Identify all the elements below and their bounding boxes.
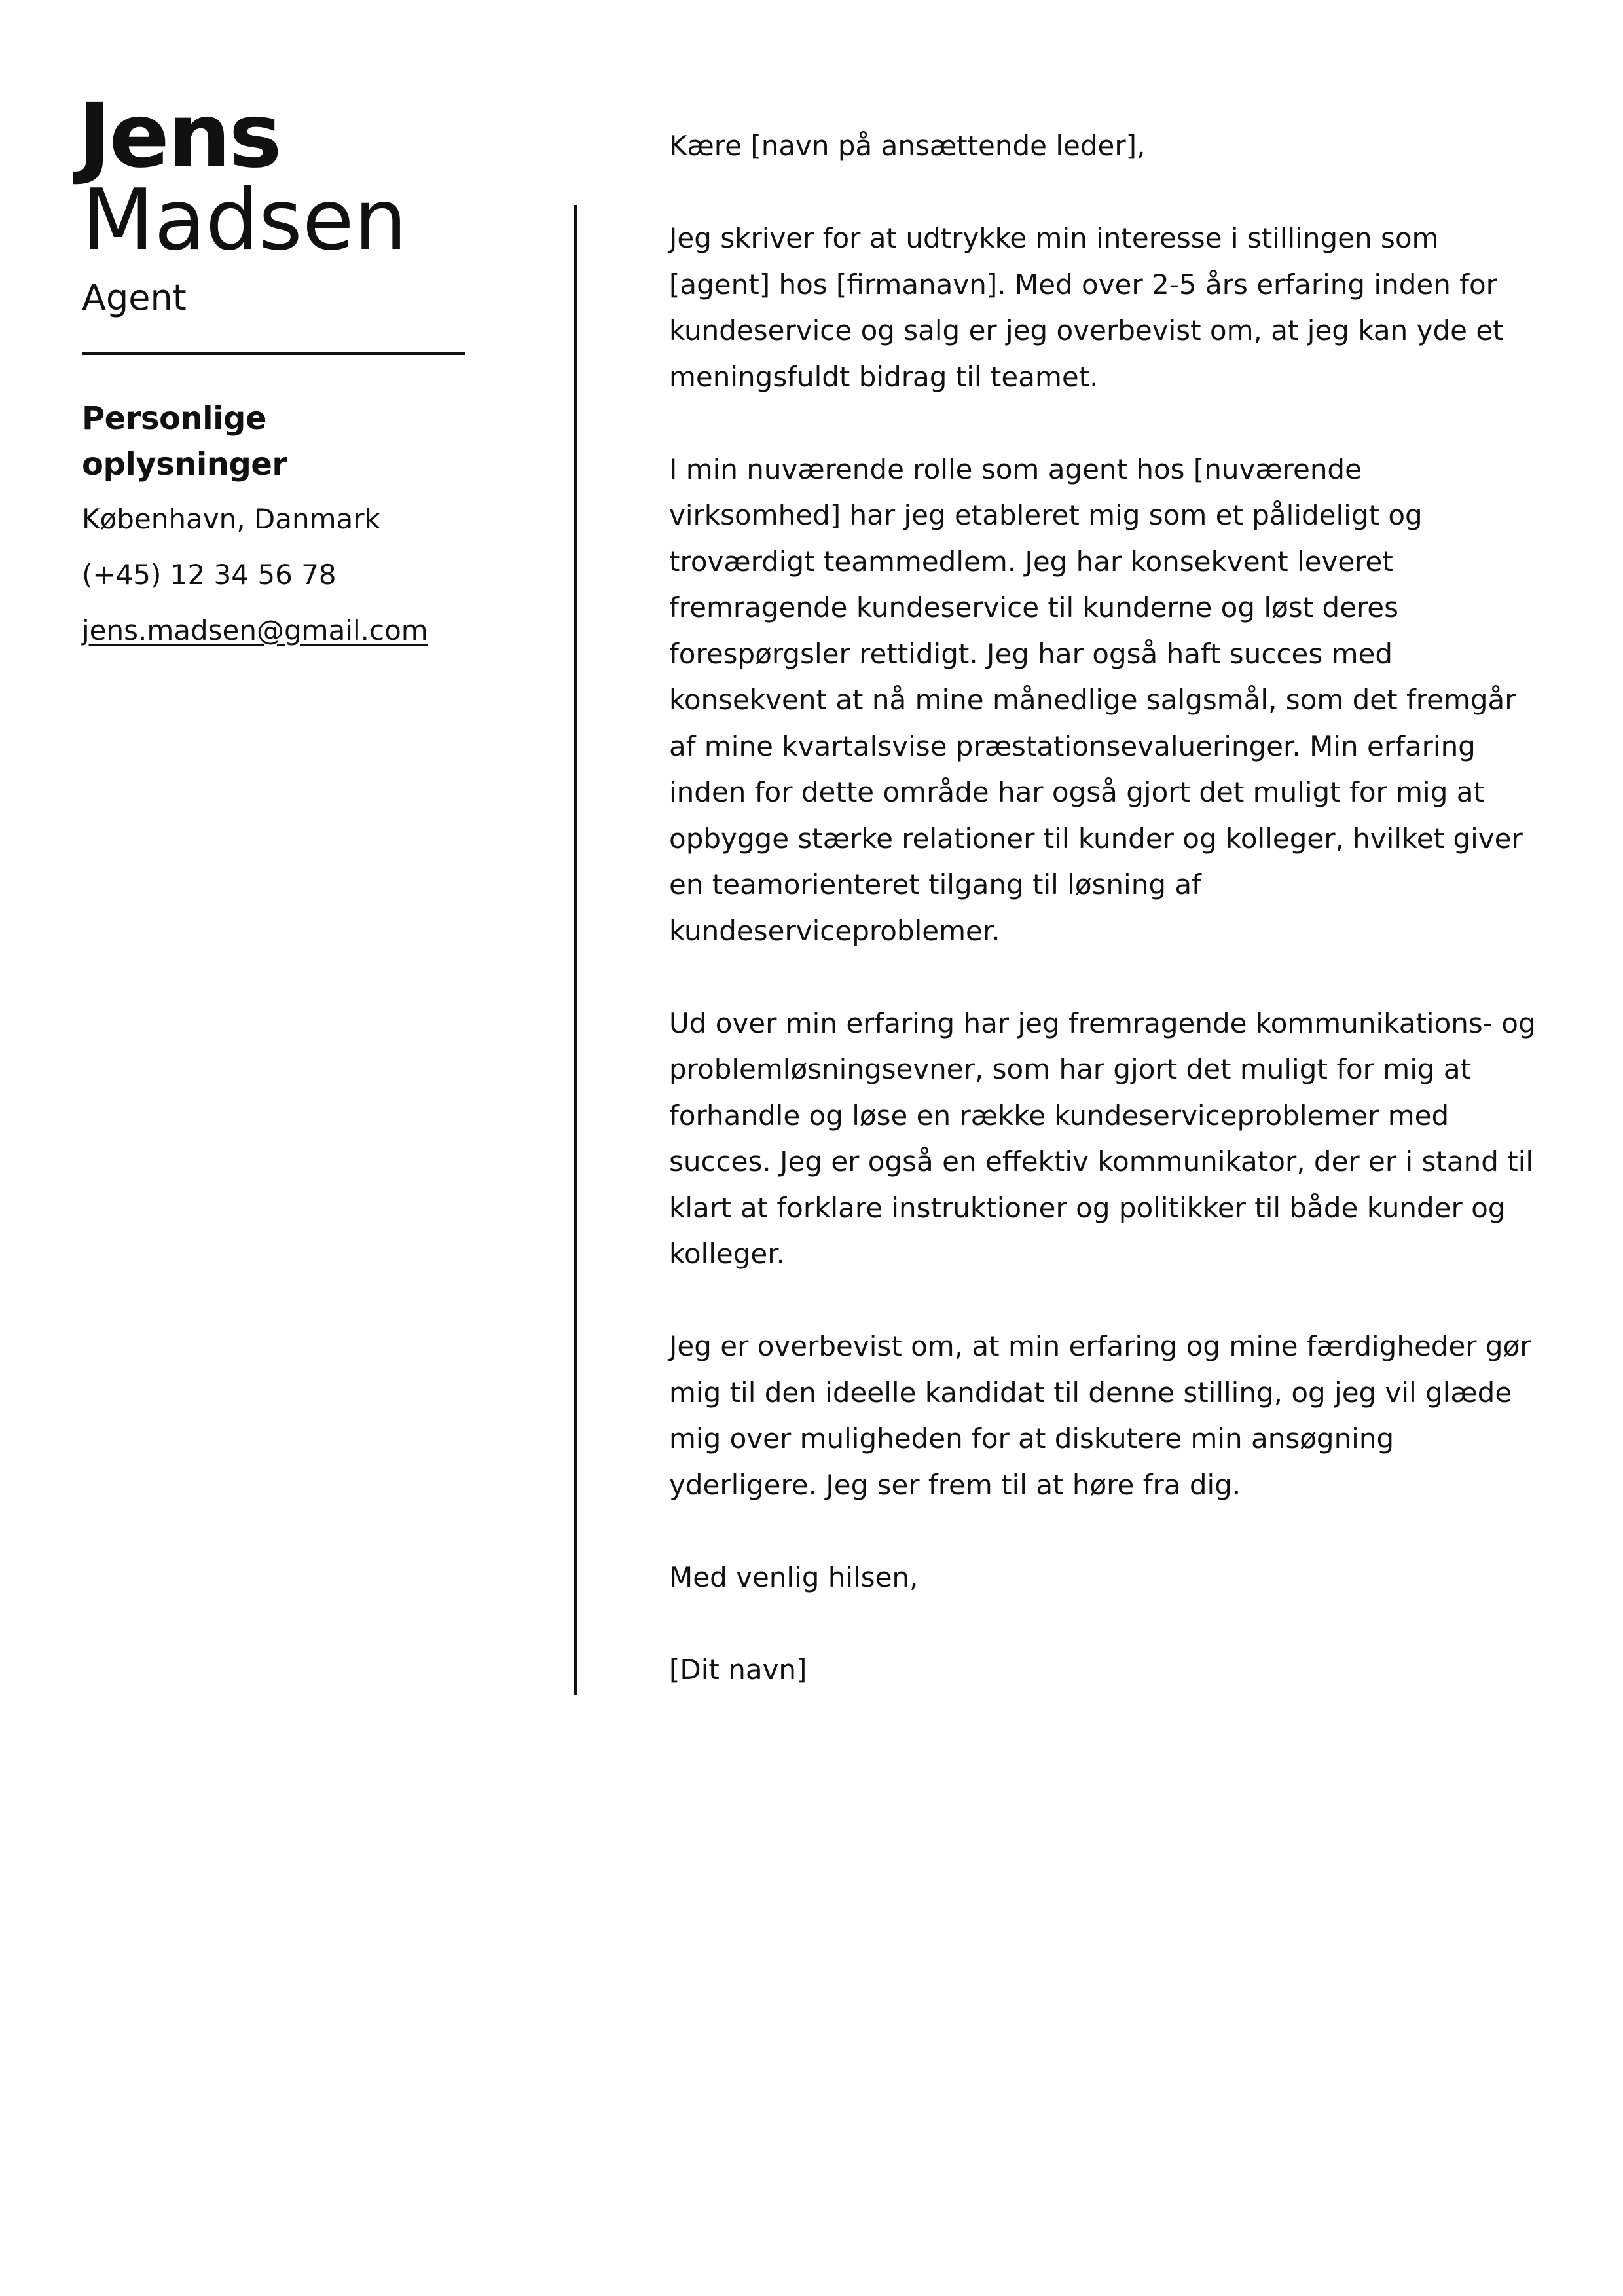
last-name: Madsen — [82, 172, 407, 269]
job-title: Agent — [82, 277, 187, 318]
name-divider — [82, 352, 465, 355]
letter-paragraph-3: Ud over min erfaring har jeg fremragende kommunikations- og problemløsningsevner, som har gjort det muligt for mig at forhandle og løse en række kundeserviceproblemer med succes. Jeg er også en effektiv kommunikator, der er i stand til klart at forklare instruktioner og politikker til både kunder og kolleger. — [669, 1007, 1536, 1270]
phone: (+45) 12 34 56 78 — [82, 559, 337, 591]
salutation: Kære [navn på ansættende leder], — [669, 130, 1146, 162]
letter-paragraph-4: Jeg er overbevist om, at min erfaring og mine færdigheder gør mig til den ideelle kandidat til denne stilling, og jeg vil glæde mig over muligheden for at diskutere min ansøgning yderligere. Jeg ser frem til at høre fra dig. — [669, 1330, 1531, 1501]
email-row — [82, 612, 468, 650]
letter-body — [669, 123, 1540, 1739]
personal-info-heading: Personlige oplysninger — [82, 400, 287, 483]
vertical-divider — [574, 205, 577, 1695]
email-link[interactable]: jens.madsen@gmail.com — [82, 614, 428, 646]
closing: Med venlig hilsen, — [669, 1561, 919, 1593]
sidebar — [78, 84, 468, 650]
letter-paragraph-1: Jeg skriver for at udtrykke min interesse i stillingen som [agent] hos [firmanavn]. Med over 2-5 års erfaring inden for kundeservice og salg er jeg overbevist om, at jeg kan yde et meningsfuldt bidrag til teamet. — [669, 222, 1504, 393]
signature: [Dit navn] — [669, 1653, 807, 1686]
letter-paragraph-2: I min nuværende rolle som agent hos [nuværende virksomhed] har jeg etableret mig som et pålideligt og troværdigt teammedlem. Jeg har konsekvent leveret fremragende kundeservice til kunderne og løst deres forespørgsler rettidigt. Jeg har også haft succes med konsekvent at nå mine månedlige salgsmål, som det fremgår af mine kvartalsvise præstationsevalueringer. Min erfaring inden for dette område har også gjort det muligt for mig at opbygge stærke relationer til kunder og kolleger, hvilket giver en teamorienteret tilgang til løsning af kundeserviceproblemer. — [669, 453, 1523, 947]
location: København, Danmark — [82, 503, 380, 535]
first-name: Jens — [78, 84, 280, 188]
